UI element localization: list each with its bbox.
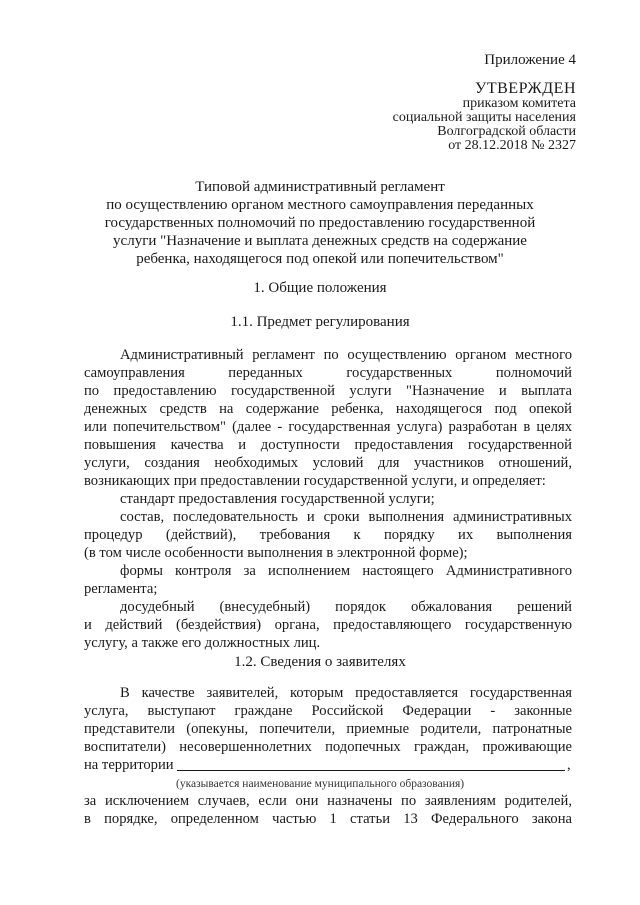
approval-line: приказом комитета <box>462 96 576 111</box>
title-line: Типовой административный регламент <box>195 179 445 195</box>
text-line: и действий (бездействия) органа, предоставляющего государственную <box>84 617 572 633</box>
territory-comma: , <box>567 757 571 773</box>
territory-label: на территории <box>84 757 174 773</box>
section-heading-subject: 1.1. Предмет регулирования <box>230 314 410 330</box>
text-line: денежных средств на содержание ребенка, находящегося под опекой <box>84 401 572 417</box>
territory-caption: (указывается наименование муниципального образования) <box>176 778 465 790</box>
text-line: воспитатели) несовершеннолетних подопечных граждан, проживающие <box>84 739 572 755</box>
title-line: услуги "Назначение и выплата денежных средств на содержание <box>113 233 527 249</box>
text-line: досудебный (внесудебный) порядок обжалования решений <box>120 599 572 615</box>
title-line: по осуществлению органом местного самоуправления переданных <box>106 197 534 213</box>
text-line: услуги, создания необходимых условий для участников отношений, <box>84 455 572 471</box>
blank-fill-line <box>177 770 565 771</box>
approval-block <box>393 80 576 153</box>
text-line: по предоставлению государственной услуги "Назначение и выплата <box>84 383 572 399</box>
text-line: формы контроля за исполнением настоящего Административного <box>120 563 572 579</box>
appendix-label: Приложение 4 <box>484 52 576 68</box>
document-title <box>90 178 550 268</box>
section-heading-applicants: 1.2. Сведения о заявителях <box>234 654 406 670</box>
territory-line <box>84 756 572 774</box>
text-line: стандарт предоставления государственной услуги; <box>120 491 435 507</box>
section-heading-general: 1. Общие положения <box>253 280 387 296</box>
paragraph-tail <box>84 792 572 828</box>
approval-line: социальной защиты населения <box>392 110 576 125</box>
text-line: процедур (действий), требования к порядку их выполнения <box>84 527 572 543</box>
text-line: Административный регламент по осуществлению органом местного <box>120 347 572 363</box>
title-line: ребенка, находящегося под опекой или попечительством" <box>136 251 504 267</box>
text-line: представители (опекуны, попечители, приемные родители, патронатные <box>84 721 572 737</box>
paragraph-subject <box>84 346 572 652</box>
approval-line: Волгоградской области <box>437 124 576 139</box>
text-line: в порядке, определенном частью 1 статьи 13 Федерального закона <box>84 811 572 827</box>
text-line: состав, последовательность и сроки выполнения административных <box>120 509 572 525</box>
text-line: за исключением случаев, если они назначены по заявлениям родителей, <box>84 793 572 809</box>
text-line: или попечительством" (далее - государственная услуга) разработан в целях <box>84 419 572 435</box>
approval-date: от 28.12.2018 № 2327 <box>448 138 576 153</box>
text-line: регламента; <box>84 581 158 597</box>
text-line: самоуправления переданных государственных полномочий <box>84 365 572 381</box>
text-line: повышения качества и доступности предоставления государственной <box>84 437 572 453</box>
text-line: В качестве заявителей, которым предоставляется государственная <box>120 685 572 701</box>
text-line: услуга, выступают граждане Российской Федерации - законные <box>84 703 572 719</box>
approval-heading: УТВЕРЖДЕН <box>475 80 576 97</box>
text-line: (в том числе особенности выполнения в электронной форме); <box>84 545 468 561</box>
paragraph-applicants <box>84 684 572 756</box>
title-line: государственных полномочий по предоставлению государственной <box>104 215 536 231</box>
text-line: возникающих при предоставлении государственной услуги, и определяет: <box>84 473 546 489</box>
text-line: услугу, а также его должностных лиц. <box>84 635 321 651</box>
